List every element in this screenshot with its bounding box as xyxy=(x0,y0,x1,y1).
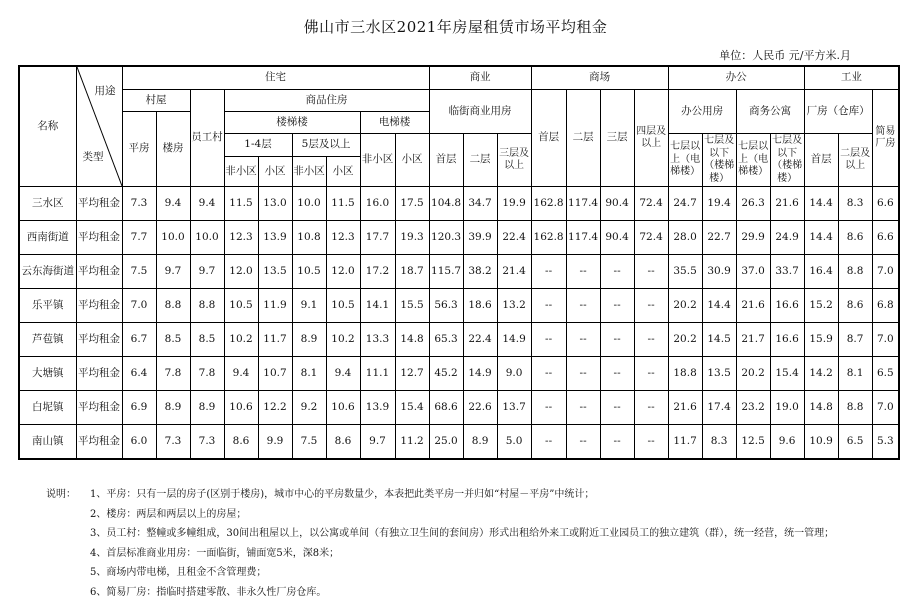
rent-value-cell: 15.4 xyxy=(395,391,429,425)
rent-value-cell: -- xyxy=(566,255,600,289)
rent-value-cell: 6.5 xyxy=(838,425,872,460)
rent-value-cell: -- xyxy=(531,425,566,460)
header-floors-5-plus: 5层及以上 xyxy=(292,134,360,157)
rent-value-cell: 39.9 xyxy=(463,221,497,255)
rent-value-cell: 10.5 xyxy=(326,289,360,323)
rent-value-cell: 24.7 xyxy=(668,187,702,221)
rent-value-cell: 10.5 xyxy=(292,255,326,289)
header-bungalow: 平房 xyxy=(122,112,156,187)
rent-value-cell: -- xyxy=(600,323,634,357)
rent-value-cell: 8.7 xyxy=(838,323,872,357)
rent-value-cell: -- xyxy=(531,391,566,425)
header-commercial-housing: 商品住房 xyxy=(224,90,429,112)
rent-value-cell: 21.6 xyxy=(736,289,770,323)
rent-value-cell: 7.7 xyxy=(122,221,156,255)
rent-value-cell: 10.2 xyxy=(224,323,258,357)
row-type: 平均租金 xyxy=(76,255,122,289)
table-row xyxy=(19,323,899,357)
rent-value-cell: 8.6 xyxy=(838,221,872,255)
rent-value-cell: 72.4 xyxy=(634,187,668,221)
note-item: 1、平房：只有一层的房子(区别于楼房)，城市中心的平房数量少，本表把此类平房一并归如“村屋－平房”中统计； xyxy=(90,489,595,500)
rent-value-cell: -- xyxy=(634,289,668,323)
rent-value-cell: 8.8 xyxy=(838,255,872,289)
rent-value-cell: 117.4 xyxy=(566,221,600,255)
rent-value-cell: 17.7 xyxy=(360,221,395,255)
row-type: 平均租金 xyxy=(76,221,122,255)
header-factory-first: 首层 xyxy=(804,134,838,187)
rent-value-cell: 72.4 xyxy=(634,221,668,255)
rent-value-cell: 11.5 xyxy=(326,187,360,221)
header-simple-factory: 简易厂房 xyxy=(872,90,899,187)
table-row xyxy=(19,289,899,323)
rent-value-cell: 8.1 xyxy=(838,357,872,391)
row-name: 西南街道 xyxy=(19,221,76,255)
rent-value-cell: 7.0 xyxy=(872,323,899,357)
row-type: 平均租金 xyxy=(76,425,122,460)
row-name: 三水区 xyxy=(19,187,76,221)
rent-value-cell: 8.9 xyxy=(190,391,224,425)
rent-value-cell: 15.9 xyxy=(804,323,838,357)
table-row xyxy=(19,255,899,289)
header-staff-village: 员工村 xyxy=(190,90,224,187)
rent-value-cell: 10.0 xyxy=(190,221,224,255)
rent-value-cell: 13.5 xyxy=(258,255,292,289)
rent-value-cell: 5.3 xyxy=(872,425,899,460)
rent-value-cell: 7.3 xyxy=(156,425,190,460)
header-mall-third: 三层 xyxy=(600,90,634,187)
rent-value-cell: -- xyxy=(600,357,634,391)
rent-value-cell: 22.7 xyxy=(702,221,736,255)
rent-value-cell: 10.2 xyxy=(326,323,360,357)
row-name: 白坭镇 xyxy=(19,391,76,425)
header-street-third-plus: 三层及以上 xyxy=(497,134,531,187)
header-industry: 工业 xyxy=(804,66,899,90)
rent-value-cell: 14.9 xyxy=(497,323,531,357)
header-5plus-community: 小区 xyxy=(326,157,360,187)
row-type: 平均租金 xyxy=(76,391,122,425)
rent-value-cell: 7.3 xyxy=(122,187,156,221)
rent-value-cell: -- xyxy=(634,391,668,425)
header-floors-1-4: 1-4层 xyxy=(224,134,292,157)
rent-value-cell: 19.4 xyxy=(702,187,736,221)
rent-value-cell: 15.4 xyxy=(770,357,804,391)
header-factory-warehouse: 厂房（仓库） xyxy=(804,90,872,134)
table-row xyxy=(19,357,899,391)
row-type: 平均租金 xyxy=(76,357,122,391)
rent-value-cell: 8.8 xyxy=(190,289,224,323)
rent-value-cell: 16.6 xyxy=(770,323,804,357)
header-village-house: 村屋 xyxy=(122,90,190,112)
rent-value-cell: 90.4 xyxy=(600,187,634,221)
rent-value-cell: 17.4 xyxy=(702,391,736,425)
page-title: 佛山市三水区2021年房屋租赁市场平均租金 xyxy=(303,18,608,36)
rent-value-cell: 9.1 xyxy=(292,289,326,323)
rent-value-cell: 17.2 xyxy=(360,255,395,289)
header-mall-second: 二层 xyxy=(566,90,600,187)
header-mall: 商场 xyxy=(531,66,668,90)
table-row xyxy=(19,391,899,425)
rent-value-cell: 28.0 xyxy=(668,221,702,255)
header-street-shop: 临街商业用房 xyxy=(429,90,531,134)
rent-value-cell: 6.6 xyxy=(872,187,899,221)
rent-value-cell: 10.0 xyxy=(292,187,326,221)
rent-value-cell: 7.0 xyxy=(122,289,156,323)
rent-value-cell: 20.2 xyxy=(736,357,770,391)
rent-value-cell: 6.7 xyxy=(122,323,156,357)
rent-value-cell: 8.9 xyxy=(463,425,497,460)
rent-value-cell: 21.4 xyxy=(497,255,531,289)
rent-value-cell: 9.9 xyxy=(258,425,292,460)
header-usage-type xyxy=(76,66,122,187)
rent-value-cell: 11.2 xyxy=(395,425,429,460)
rent-value-cell: -- xyxy=(634,255,668,289)
header-name: 名称 xyxy=(19,66,76,187)
rent-value-cell: -- xyxy=(531,255,566,289)
rent-value-cell: 22.4 xyxy=(497,221,531,255)
rent-value-cell: 23.2 xyxy=(736,391,770,425)
rent-value-cell: 14.4 xyxy=(804,187,838,221)
rent-value-cell: -- xyxy=(634,357,668,391)
rent-value-cell: 9.4 xyxy=(326,357,360,391)
rent-value-cell: 7.0 xyxy=(872,255,899,289)
rent-value-cell: 6.0 xyxy=(122,425,156,460)
rent-value-cell: 10.6 xyxy=(224,391,258,425)
rent-value-cell: 9.6 xyxy=(770,425,804,460)
rent-table xyxy=(18,65,900,460)
row-name: 芦苞镇 xyxy=(19,323,76,357)
rent-value-cell: 7.8 xyxy=(156,357,190,391)
header-type: 类型 xyxy=(82,150,104,163)
rent-value-cell: 14.9 xyxy=(463,357,497,391)
header-office-space: 办公用房 xyxy=(668,90,736,134)
rent-value-cell: 14.4 xyxy=(804,221,838,255)
header-multi-storey: 楼房 xyxy=(156,112,190,187)
row-type: 平均租金 xyxy=(76,289,122,323)
rent-value-cell: 13.7 xyxy=(497,391,531,425)
table-row xyxy=(19,221,899,255)
rent-value-cell: 9.7 xyxy=(360,425,395,460)
rent-value-cell: 14.8 xyxy=(804,391,838,425)
rent-value-cell: -- xyxy=(566,391,600,425)
rent-value-cell: 35.5 xyxy=(668,255,702,289)
rent-value-cell: -- xyxy=(566,289,600,323)
rent-value-cell: 7.0 xyxy=(872,391,899,425)
rent-value-cell: 9.0 xyxy=(497,357,531,391)
header-elevator-community: 小区 xyxy=(395,134,429,187)
rent-value-cell: -- xyxy=(634,323,668,357)
rent-value-cell: 7.3 xyxy=(190,425,224,460)
rent-value-cell: 30.9 xyxy=(702,255,736,289)
rent-value-cell: 8.8 xyxy=(156,289,190,323)
rent-value-cell: 10.9 xyxy=(804,425,838,460)
rent-value-cell: 12.2 xyxy=(258,391,292,425)
rent-value-cell: 13.3 xyxy=(360,323,395,357)
rent-value-cell: 7.8 xyxy=(190,357,224,391)
rent-value-cell: 21.6 xyxy=(770,187,804,221)
rent-value-cell: 9.2 xyxy=(292,391,326,425)
note-item: 2、楼房：两层和两层以上的房屋； xyxy=(90,508,247,520)
rent-value-cell: 22.6 xyxy=(463,391,497,425)
header-street-first: 首层 xyxy=(429,134,463,187)
rent-value-cell: 12.3 xyxy=(224,221,258,255)
row-name: 云东海街道 xyxy=(19,255,76,289)
rent-value-cell: 21.6 xyxy=(668,391,702,425)
note-item: 5、商场内带电梯，且租金不含管理费； xyxy=(90,567,267,578)
rent-value-cell: 25.0 xyxy=(429,425,463,460)
rent-value-cell: 5.0 xyxy=(497,425,531,460)
rent-value-cell: -- xyxy=(531,357,566,391)
note-item: 6、简易厂房：指临时搭建零散、非永久性厂房仓库。 xyxy=(90,586,327,598)
rent-value-cell: 13.0 xyxy=(258,187,292,221)
row-type: 平均租金 xyxy=(76,187,122,221)
rent-value-cell: -- xyxy=(566,357,600,391)
rent-value-cell: 14.8 xyxy=(395,323,429,357)
rent-value-cell: -- xyxy=(600,425,634,460)
rent-value-cell: 18.7 xyxy=(395,255,429,289)
rent-value-cell: 33.7 xyxy=(770,255,804,289)
rent-value-cell: 6.5 xyxy=(872,357,899,391)
rent-value-cell: 8.9 xyxy=(156,391,190,425)
header-elevator-non-community: 非小区 xyxy=(360,134,395,187)
rent-value-cell: 29.9 xyxy=(736,221,770,255)
rent-value-cell: 10.6 xyxy=(326,391,360,425)
rent-value-cell: 8.6 xyxy=(326,425,360,460)
rent-value-cell: 22.4 xyxy=(463,323,497,357)
rent-value-cell: 19.3 xyxy=(395,221,429,255)
rent-value-cell: 14.5 xyxy=(702,323,736,357)
rent-value-cell: 8.9 xyxy=(292,323,326,357)
rent-value-cell: 8.5 xyxy=(156,323,190,357)
rent-value-cell: 115.7 xyxy=(429,255,463,289)
header-residential: 住宅 xyxy=(122,66,429,90)
rent-value-cell: 10.8 xyxy=(292,221,326,255)
row-type: 平均租金 xyxy=(76,323,122,357)
header-commerce: 商业 xyxy=(429,66,531,90)
header-5plus-non-community: 非小区 xyxy=(292,157,326,187)
rent-value-cell: 14.2 xyxy=(804,357,838,391)
rent-value-cell: 14.4 xyxy=(702,289,736,323)
table-row xyxy=(19,187,899,221)
rent-value-cell: 12.7 xyxy=(395,357,429,391)
header-office: 办公 xyxy=(668,66,804,90)
rent-value-cell: 162.8 xyxy=(531,187,566,221)
rent-value-cell: 38.2 xyxy=(463,255,497,289)
rent-value-cell: 13.9 xyxy=(258,221,292,255)
rent-value-cell: 9.4 xyxy=(224,357,258,391)
header-1-4-non-community: 非小区 xyxy=(224,157,258,187)
rent-value-cell: -- xyxy=(600,289,634,323)
rent-value-cell: 12.3 xyxy=(326,221,360,255)
rent-value-cell: -- xyxy=(566,323,600,357)
row-name: 南山镇 xyxy=(19,425,76,460)
rent-value-cell: 18.8 xyxy=(668,357,702,391)
notes-label: 说明： xyxy=(46,489,76,500)
rent-value-cell: 10.5 xyxy=(224,289,258,323)
row-name: 大塘镇 xyxy=(19,357,76,391)
rent-value-cell: 19.0 xyxy=(770,391,804,425)
rent-value-cell: 14.1 xyxy=(360,289,395,323)
rent-value-cell: 15.2 xyxy=(804,289,838,323)
header-elevator-building: 电梯楼 xyxy=(360,112,429,134)
rent-value-cell: 24.9 xyxy=(770,221,804,255)
header-1-4-community: 小区 xyxy=(258,157,292,187)
rent-value-cell: 10.0 xyxy=(156,221,190,255)
rent-value-cell: 12.0 xyxy=(326,255,360,289)
note-item: 3、员工村：整幢或多幢组成，30间出租屋以上，以公寓或单间（有独立卫生间的套间房）形式出租给外来工或附近工业园员工的独立建筑（群），统一经营，统一管理； xyxy=(90,528,835,539)
rent-value-cell: 9.7 xyxy=(156,255,190,289)
header-office-above-7: 七层以上（电梯楼） xyxy=(668,134,702,187)
rent-value-cell: 11.1 xyxy=(360,357,395,391)
rent-value-cell: 68.6 xyxy=(429,391,463,425)
rent-value-cell: 11.5 xyxy=(224,187,258,221)
rent-value-cell: 104.8 xyxy=(429,187,463,221)
rent-value-cell: 21.7 xyxy=(736,323,770,357)
rent-value-cell: 10.7 xyxy=(258,357,292,391)
rent-value-cell: 45.2 xyxy=(429,357,463,391)
rent-value-cell: 8.6 xyxy=(838,289,872,323)
rent-value-cell: -- xyxy=(600,255,634,289)
rent-value-cell: 7.5 xyxy=(292,425,326,460)
rent-value-cell: 16.6 xyxy=(770,289,804,323)
rent-value-cell: 6.6 xyxy=(872,221,899,255)
rent-value-cell: 8.6 xyxy=(224,425,258,460)
rent-value-cell: 65.3 xyxy=(429,323,463,357)
header-usage: 用途 xyxy=(94,85,116,97)
rent-value-cell: 162.8 xyxy=(531,221,566,255)
rent-value-cell: 11.9 xyxy=(258,289,292,323)
header-stair-building: 楼梯楼 xyxy=(224,112,360,134)
rent-value-cell: 6.8 xyxy=(872,289,899,323)
row-name: 乐平镇 xyxy=(19,289,76,323)
rent-value-cell: 8.3 xyxy=(838,187,872,221)
header-business-apartment: 商务公寓 xyxy=(736,90,804,134)
rent-value-cell: 16.0 xyxy=(360,187,395,221)
rent-value-cell: 15.5 xyxy=(395,289,429,323)
rent-value-cell: 6.9 xyxy=(122,391,156,425)
rent-value-cell: -- xyxy=(531,323,566,357)
table-row xyxy=(19,425,899,460)
rent-value-cell: 120.3 xyxy=(429,221,463,255)
rent-value-cell: 56.3 xyxy=(429,289,463,323)
rent-value-cell: 9.7 xyxy=(190,255,224,289)
header-apartment-below-7: 七层及以下（楼梯楼） xyxy=(770,134,804,187)
rent-value-cell: 12.0 xyxy=(224,255,258,289)
rent-value-cell: 8.5 xyxy=(190,323,224,357)
rent-value-cell: 8.8 xyxy=(838,391,872,425)
rent-value-cell: 13.9 xyxy=(360,391,395,425)
header-mall-first: 首层 xyxy=(531,90,566,187)
note-item: 4、首层标准商业用房：一面临街，铺面宽5米，深8米； xyxy=(90,547,340,559)
rent-value-cell: 11.7 xyxy=(668,425,702,460)
rent-value-cell: 8.1 xyxy=(292,357,326,391)
rent-value-cell: 19.9 xyxy=(497,187,531,221)
unit-label: 单位：人民币 元/平方米.月 xyxy=(719,49,851,62)
rent-value-cell: 9.4 xyxy=(190,187,224,221)
rent-value-cell: 26.3 xyxy=(736,187,770,221)
rent-value-cell: -- xyxy=(600,391,634,425)
rent-value-cell: -- xyxy=(566,425,600,460)
header-office-below-7: 七层及以下（楼梯楼） xyxy=(702,134,736,187)
rent-value-cell: 7.5 xyxy=(122,255,156,289)
rent-value-cell: 18.6 xyxy=(463,289,497,323)
header-mall-fourth-plus: 四层及以上 xyxy=(634,90,668,187)
rent-value-cell: 6.4 xyxy=(122,357,156,391)
rent-value-cell: 13.2 xyxy=(497,289,531,323)
rent-value-cell: 117.4 xyxy=(566,187,600,221)
notes-section xyxy=(46,485,834,602)
header-apartment-above-7: 七层以上（电梯楼） xyxy=(736,134,770,187)
rent-value-cell: 20.2 xyxy=(668,289,702,323)
header-street-second: 二层 xyxy=(463,134,497,187)
rent-value-cell: 13.5 xyxy=(702,357,736,391)
rent-value-cell: 12.5 xyxy=(736,425,770,460)
rent-value-cell: 9.4 xyxy=(156,187,190,221)
rent-value-cell: 17.5 xyxy=(395,187,429,221)
rent-value-cell: 34.7 xyxy=(463,187,497,221)
rent-value-cell: 90.4 xyxy=(600,221,634,255)
rent-value-cell: 8.3 xyxy=(702,425,736,460)
rent-value-cell: 20.2 xyxy=(668,323,702,357)
rent-value-cell: 16.4 xyxy=(804,255,838,289)
rent-value-cell: 37.0 xyxy=(736,255,770,289)
rent-value-cell: -- xyxy=(531,289,566,323)
rent-value-cell: -- xyxy=(634,425,668,460)
header-factory-second-plus: 二层及以上 xyxy=(838,134,872,187)
table-body xyxy=(19,187,899,460)
rent-value-cell: 11.7 xyxy=(258,323,292,357)
